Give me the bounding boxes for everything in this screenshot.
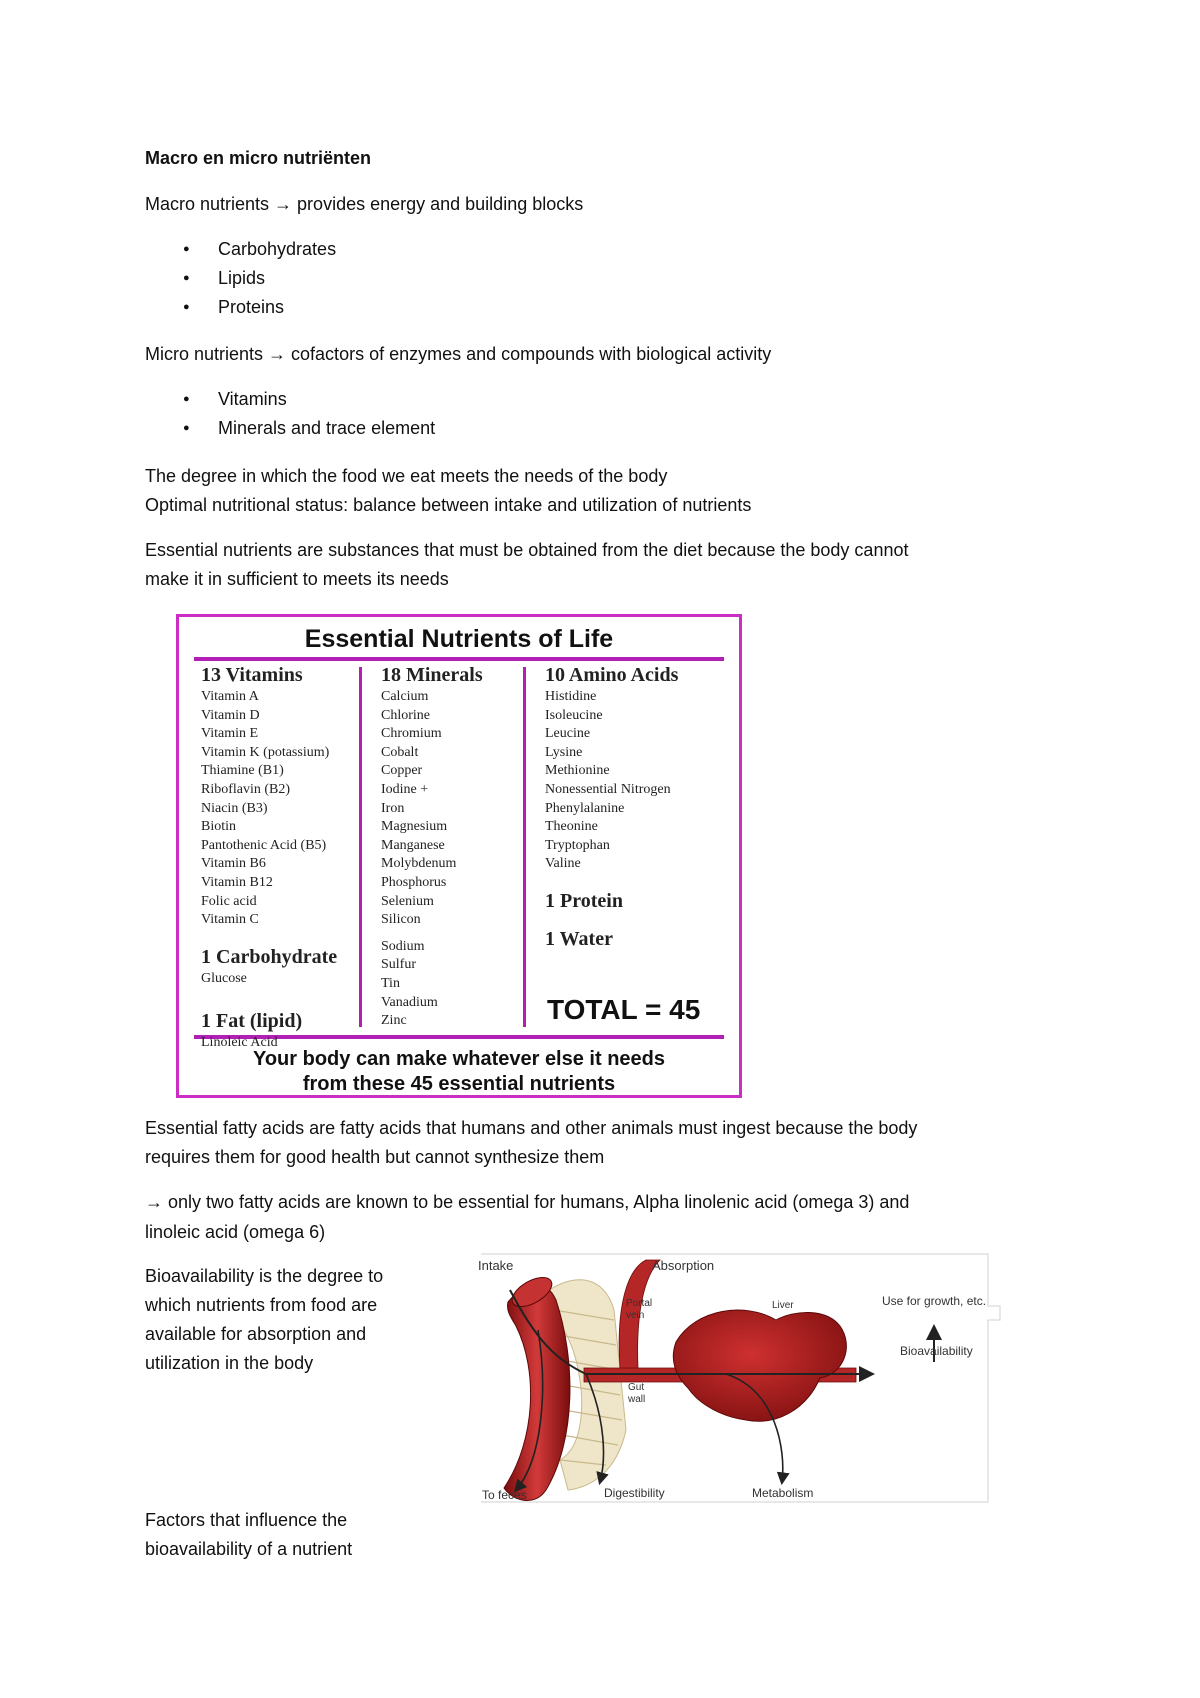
footer-line-2: from these 45 essential nutrients	[302, 1073, 616, 1095]
list-item: Methionine	[545, 763, 610, 779]
list-item: Manganese	[381, 837, 445, 853]
absorption-label: Absorption	[652, 1258, 715, 1273]
macro-nutrients-line: Macro nutrients → provides energy and building blocks	[145, 194, 584, 214]
list-item: Thiamine (B1)	[201, 763, 284, 779]
fat-header: 1 Fat (lipid)	[201, 1010, 303, 1033]
list-item: Molybdenum	[381, 856, 457, 872]
intake-label: Intake	[478, 1258, 514, 1273]
list-item: Leucine	[545, 726, 591, 742]
micro-nutrients-line: Micro nutrients → cofactors of enzymes and compounds with biological activity	[145, 344, 772, 364]
list-item: Vitamin B12	[201, 874, 273, 890]
list-item: Chromium	[381, 726, 442, 742]
digestibility-label: Digestibility	[604, 1486, 665, 1500]
amino-acids-column	[545, 662, 735, 952]
list-item: Iron	[381, 800, 405, 816]
list-item: Linoleic Acid	[201, 1035, 278, 1051]
use-label: Use for growth, etc.	[882, 1294, 987, 1308]
protein-header: 1 Protein	[545, 889, 623, 912]
list-item: ● Lipids	[145, 264, 336, 293]
essential-nutrients-figure	[176, 614, 742, 1098]
list-item: Lysine	[545, 744, 583, 760]
list-item: Riboflavin (B2)	[201, 781, 291, 797]
factors-line-2: bioavailability of a nutrient	[145, 1539, 353, 1559]
list-item: Glucose	[201, 970, 247, 986]
total-label: TOTAL = 45	[547, 994, 701, 1025]
list-item: Biotin	[201, 819, 237, 835]
list-item: Selenium	[381, 893, 434, 909]
list-item: ● Vitamins	[145, 385, 435, 414]
list-item: Magnesium	[381, 819, 448, 835]
intestine-shape	[504, 1284, 570, 1500]
bioavailability-label: Bioavailability	[900, 1344, 973, 1358]
vitamins-column	[201, 662, 361, 1053]
two-fatty-acids-line-1: → only two fatty acids are known to be essential for humans, Alpha linolenic acid (omega 3) and	[145, 1192, 910, 1212]
gut-wall-label: Gut wall	[628, 1382, 646, 1405]
liver-label: Liver	[772, 1300, 794, 1311]
figure-footer	[179, 1047, 739, 1097]
bioavailability-line-3: available for absorption and	[145, 1324, 367, 1344]
fatty-acids-line-2: requires them for good health but cannot synthesize them	[145, 1147, 605, 1167]
footer-line-1: Your body can make whatever else it needs	[252, 1048, 665, 1070]
list-item: Pantothenic Acid (B5)	[201, 837, 327, 853]
vitamins-header: 13 Vitamins	[201, 664, 303, 686]
portal-vein-label: Portal vein	[626, 1298, 653, 1321]
amino-acids-header: 10 Amino Acids	[545, 664, 679, 686]
list-item: Vitamin C	[201, 912, 259, 928]
list-item: ● Minerals and trace element	[145, 414, 435, 443]
micro-nutrients-list	[145, 385, 435, 443]
list-item: Histidine	[545, 689, 597, 704]
list-item: Folic acid	[201, 893, 257, 909]
to-feces-label: To feces	[482, 1488, 527, 1502]
list-item: Phosphorus	[381, 874, 447, 890]
status-line-2: Optimal nutritional status: balance between intake and utilization of nutrients	[145, 495, 752, 515]
list-item: Vitamin E	[201, 726, 259, 742]
list-item: Calcium	[381, 689, 429, 704]
list-item: ● Proteins	[145, 293, 336, 322]
list-item: Nonessential Nitrogen	[545, 781, 671, 797]
essential-line-1: Essential nutrients are substances that must be obtained from the diet because the body cannot	[145, 540, 909, 560]
list-item: Tryptophan	[545, 837, 610, 853]
figure-title: Essential Nutrients of Life	[304, 625, 614, 653]
list-item: Sulfur	[381, 957, 416, 973]
list-item: ● Carbohydrates	[145, 235, 336, 264]
list-item: Vitamin D	[201, 707, 260, 723]
list-item: Niacin (B3)	[201, 800, 268, 816]
list-item: Tin	[381, 975, 400, 991]
factors-line-1: Factors that influence the	[145, 1510, 348, 1530]
bioavailability-line-1: Bioavailability is the degree to	[145, 1266, 384, 1286]
carbohydrate-header: 1 Carbohydrate	[201, 945, 338, 968]
list-item: Phenylalanine	[545, 800, 625, 816]
bioavailability-line-4: utilization in the body	[145, 1353, 314, 1373]
list-item: Vitamin A	[201, 689, 259, 704]
list-item: Vanadium	[381, 994, 438, 1010]
two-fatty-acids-line-2: linoleic acid (omega 6)	[145, 1222, 326, 1242]
list-item: Copper	[381, 763, 423, 779]
list-item: Iodine +	[381, 781, 429, 797]
status-line-1: The degree in which the food we eat meets the needs of the body	[145, 466, 668, 486]
minerals-column	[381, 662, 521, 1031]
bioavailability-diagram	[476, 1250, 1004, 1510]
list-item: Valine	[545, 856, 581, 872]
essential-line-2: make it in sufficient to meets its needs	[145, 569, 449, 589]
metabolism-label: Metabolism	[752, 1486, 814, 1500]
divider	[523, 667, 526, 1027]
page-heading: Macro en micro nutriënten	[145, 148, 372, 168]
list-item: Sodium	[381, 938, 425, 954]
list-item: Zinc	[381, 1013, 407, 1029]
list-item: Silicon	[381, 912, 421, 928]
list-item: Theonine	[545, 819, 598, 835]
list-item: Cobalt	[381, 744, 419, 760]
bioavailability-line-2: which nutrients from food are	[145, 1295, 378, 1315]
list-item: Vitamin K (potassium)	[201, 744, 330, 760]
bioavailability-illustration	[476, 1250, 1004, 1510]
list-item: Isoleucine	[545, 707, 603, 723]
minerals-header: 18 Minerals	[381, 664, 483, 686]
list-item: Vitamin B6	[201, 856, 266, 872]
list-item: Chlorine	[381, 707, 430, 723]
divider	[194, 657, 724, 661]
liver-shape	[673, 1310, 846, 1421]
macro-nutrients-list	[145, 235, 336, 322]
water-header: 1 Water	[545, 927, 613, 950]
fatty-acids-line-1: Essential fatty acids are fatty acids that humans and other animals must ingest because the body	[145, 1118, 918, 1138]
